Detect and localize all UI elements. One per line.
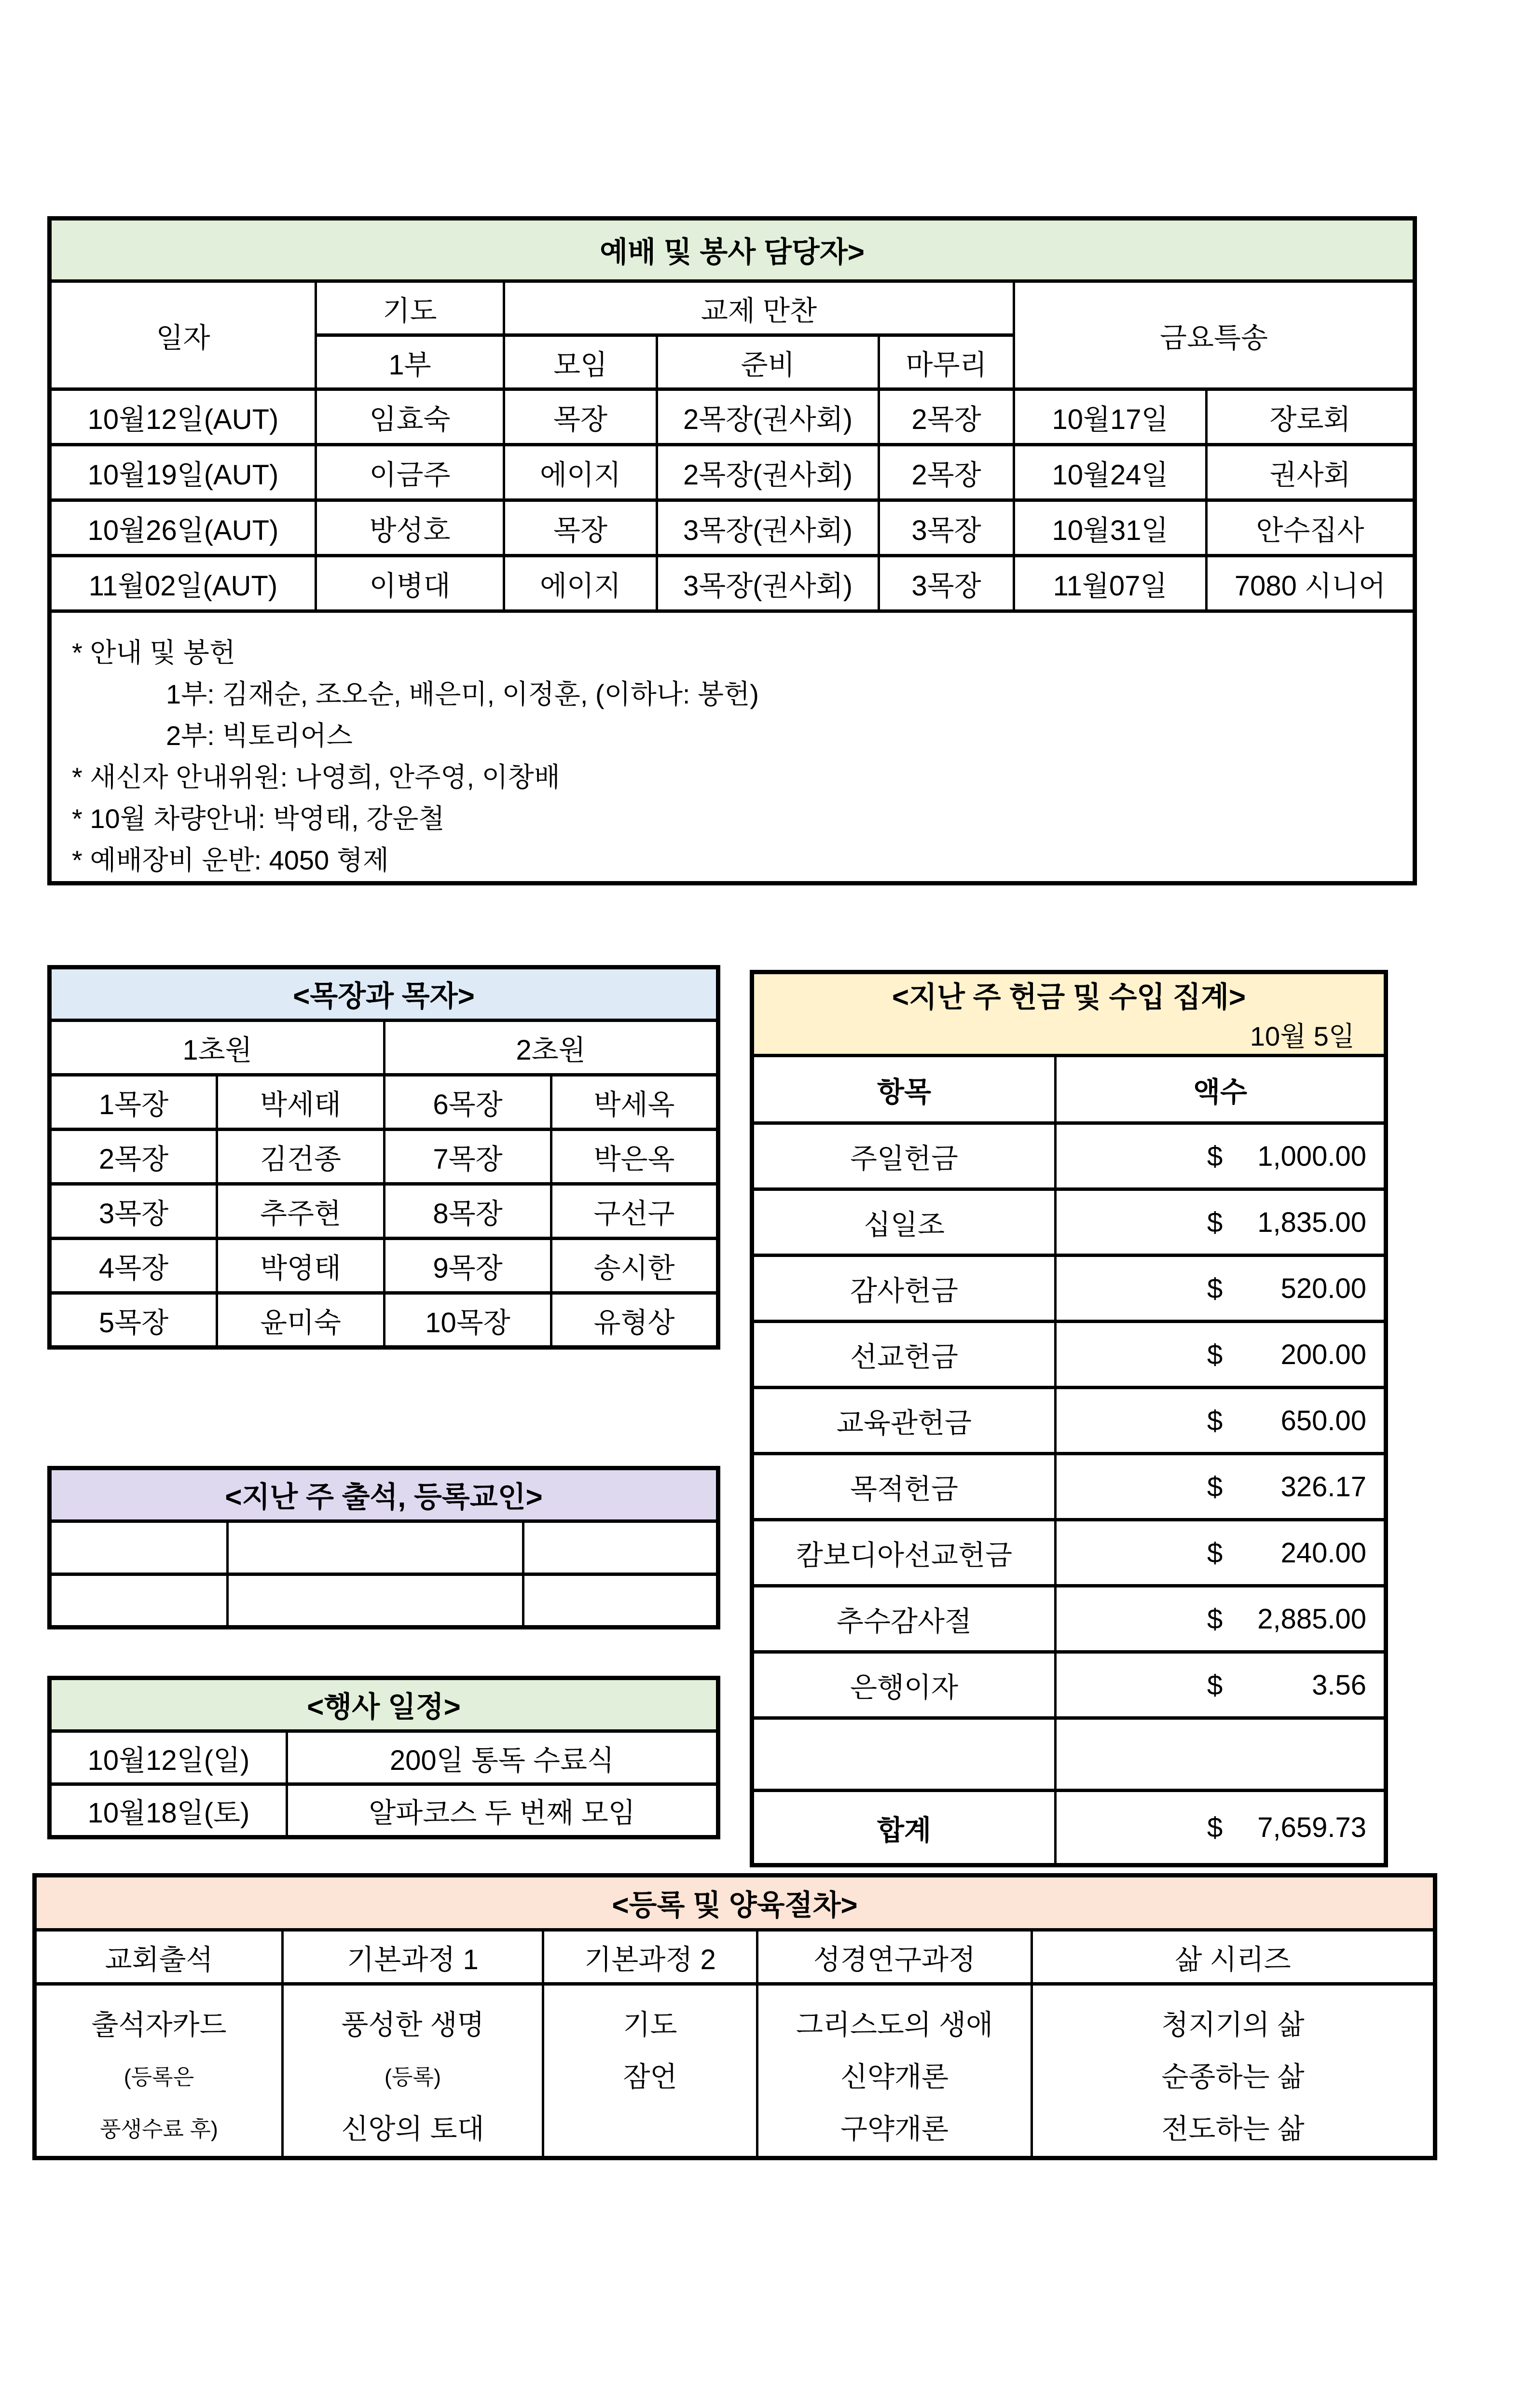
amount-value: 650.00	[1280, 1405, 1366, 1436]
mokja-name: 박영태	[217, 1239, 385, 1293]
mokja-name: 박세태	[217, 1075, 385, 1130]
mokja-name: 구선구	[551, 1184, 718, 1239]
offering-item: 주일헌금	[752, 1123, 1056, 1189]
amount-value: 7,659.73	[1257, 1812, 1366, 1843]
attendance-cell-empty	[228, 1521, 523, 1574]
offering-amount	[1056, 1454, 1386, 1520]
offering-item: 은행이자	[752, 1652, 1056, 1718]
event-row	[50, 1784, 718, 1837]
cell-prayer: 이병대	[316, 556, 504, 611]
currency-symbol: $	[1207, 1812, 1223, 1843]
cell-finish: 2목장	[879, 389, 1014, 445]
cell-prep: 3목장(권사회)	[657, 556, 879, 611]
worship-duty-table	[47, 216, 1417, 885]
currency-symbol: $	[1207, 1603, 1223, 1635]
cell-date: 10월26일(AUT)	[50, 500, 316, 556]
mokjang-number: 1목장	[50, 1075, 217, 1130]
mokjang-number: 6목장	[385, 1075, 551, 1130]
col-header-item: 항목	[752, 1056, 1056, 1123]
reg-col-header: 성경연구과정	[757, 1930, 1032, 1984]
cell-prep: 3목장(권사회)	[657, 500, 879, 556]
amount-value: 240.00	[1280, 1537, 1366, 1569]
attendance-cell-empty	[50, 1574, 228, 1628]
mokjang-number: 8목장	[385, 1184, 551, 1239]
cell-meeting: 에이지	[504, 556, 657, 611]
mokjang-row	[50, 1239, 718, 1293]
reg-step-line: (등록은	[124, 2065, 194, 2089]
mokjang-number: 10목장	[385, 1293, 551, 1348]
attendance-row	[50, 1574, 718, 1628]
mokja-name: 박세옥	[551, 1075, 718, 1130]
reg-step-line: 풍성한 생명	[341, 2009, 484, 2041]
group2-header: 2초원	[385, 1021, 718, 1075]
amount-value: 1,835.00	[1257, 1206, 1366, 1238]
cell-prayer: 방성호	[316, 500, 504, 556]
note-line: * 새신자 안내위원: 나영희, 안주영, 이창배	[72, 762, 560, 792]
amount-value: 520.00	[1280, 1272, 1366, 1304]
mokja-name: 추주현	[217, 1184, 385, 1239]
attendance-cell-empty	[50, 1521, 228, 1574]
offering-table-title: <지난 주 헌금 및 수입 집계>	[892, 980, 1246, 1013]
offering-item: 선교헌금	[752, 1322, 1056, 1388]
cell-date: 10월19일(AUT)	[50, 445, 316, 500]
col-header-prayer: 기도	[316, 281, 504, 335]
reg-step-line: 기도	[623, 2009, 677, 2041]
cell-prep: 2목장(권사회)	[657, 389, 879, 445]
offering-amount	[1056, 1388, 1386, 1454]
currency-symbol: $	[1207, 1338, 1223, 1370]
offering-row	[752, 1388, 1386, 1454]
event-row	[50, 1731, 718, 1784]
offering-empty-row	[752, 1718, 1386, 1791]
offering-item: 목적헌금	[752, 1454, 1056, 1520]
cell-date: 10월12일(AUT)	[50, 389, 316, 445]
cell-friday-name: 7080 시니어	[1207, 556, 1415, 611]
event-date: 10월18일(토)	[50, 1784, 287, 1837]
offering-amount	[1056, 1322, 1386, 1388]
mokja-name: 송시한	[551, 1239, 718, 1293]
reg-step-line: 신약개론	[840, 2061, 949, 2093]
worship-row	[50, 500, 1415, 556]
offering-row	[752, 1454, 1386, 1520]
reg-step-line: 풍생수료 후)	[100, 2117, 218, 2141]
event-date: 10월12일(일)	[50, 1731, 287, 1784]
offering-table	[750, 970, 1388, 1867]
offering-table-title-block	[752, 972, 1386, 1056]
col-header-finish: 마무리	[879, 335, 1014, 389]
cell-meeting: 목장	[504, 389, 657, 445]
offering-item: 감사헌금	[752, 1256, 1056, 1322]
worship-table-title: 예배 및 봉사 담당자>	[50, 219, 1415, 281]
note-line: * 예배장비 운반: 4050 형제	[72, 845, 389, 875]
offering-amount	[1056, 1586, 1386, 1652]
offering-row	[752, 1123, 1386, 1189]
mokjang-row	[50, 1293, 718, 1348]
col-header-prep: 준비	[657, 335, 879, 389]
offering-amount	[1056, 1520, 1386, 1586]
reg-col-header: 기본과정 1	[283, 1930, 543, 1984]
mokjang-number: 9목장	[385, 1239, 551, 1293]
offering-total-row	[752, 1791, 1386, 1865]
mokjang-number: 3목장	[50, 1184, 217, 1239]
note-line: * 안내 및 봉헌	[72, 637, 235, 668]
currency-symbol: $	[1207, 1140, 1223, 1172]
offering-item: 캄보디아선교헌금	[752, 1520, 1056, 1586]
reg-step-basic-course-1	[283, 1984, 543, 2158]
col-header-amount: 액수	[1056, 1056, 1386, 1123]
event-desc: 200일 통독 수료식	[287, 1731, 718, 1784]
offering-amount	[1056, 1123, 1386, 1189]
mokjang-row	[50, 1130, 718, 1184]
registration-table	[32, 1873, 1437, 2160]
col-header-prayer-part: 1부	[316, 335, 504, 389]
cell-meeting: 목장	[504, 500, 657, 556]
events-table-title: <행사 일정>	[50, 1678, 718, 1731]
mokjang-number: 2목장	[50, 1130, 217, 1184]
amount-value: 200.00	[1280, 1338, 1366, 1370]
reg-col-header: 교회출석	[35, 1930, 283, 1984]
col-header-friday-special: 금요특송	[1014, 281, 1415, 389]
offering-date: 10월 5일	[1250, 1021, 1355, 1051]
offering-amount	[1056, 1189, 1386, 1256]
reg-step-line: 그리스도의 생애	[796, 2009, 993, 2041]
reg-step-line: 잠언	[623, 2061, 677, 2093]
reg-step-line: 전도하는 삶	[1161, 2113, 1305, 2145]
cell-friday-name: 안수집사	[1207, 500, 1415, 556]
attendance-table-title: <지난 주 출석, 등록교인>	[50, 1468, 718, 1521]
reg-col-header: 기본과정 2	[543, 1930, 757, 1984]
amount-value: 1,000.00	[1257, 1140, 1366, 1172]
cell-finish: 3목장	[879, 500, 1014, 556]
mokja-name: 윤미숙	[217, 1293, 385, 1348]
cell-friday-date: 10월24일	[1014, 445, 1207, 500]
offering-item: 교육관헌금	[752, 1388, 1056, 1454]
mokjang-number: 7목장	[385, 1130, 551, 1184]
offering-amount	[1056, 1652, 1386, 1718]
worship-row	[50, 445, 1415, 500]
offering-item: 추수감사절	[752, 1586, 1056, 1652]
mokja-name: 김건종	[217, 1130, 385, 1184]
attendance-row	[50, 1521, 718, 1574]
offering-item-empty	[752, 1718, 1056, 1791]
note-line: 1부: 김재순, 조오순, 배은미, 이정훈, (이하나: 봉헌)	[166, 679, 759, 709]
event-desc: 알파코스 두 번째 모임	[287, 1784, 718, 1837]
cell-meeting: 에이지	[504, 445, 657, 500]
cell-prep: 2목장(권사회)	[657, 445, 879, 500]
col-header-fellowship: 교제 만찬	[504, 281, 1014, 335]
mokja-name: 박은옥	[551, 1130, 718, 1184]
currency-symbol: $	[1207, 1206, 1223, 1238]
cell-friday-date: 10월31일	[1014, 500, 1207, 556]
mokjang-table	[47, 965, 720, 1350]
reg-step-line: 순종하는 삶	[1161, 2061, 1305, 2093]
currency-symbol: $	[1207, 1537, 1223, 1569]
reg-step-line: 신앙의 토대	[341, 2113, 484, 2145]
amount-value: 326.17	[1280, 1471, 1366, 1503]
mokjang-row	[50, 1075, 718, 1130]
offering-row	[752, 1652, 1386, 1718]
note-line: * 10월 차량안내: 박영태, 강운철	[72, 803, 445, 834]
currency-symbol: $	[1207, 1669, 1223, 1701]
mokjang-number: 4목장	[50, 1239, 217, 1293]
attendance-table	[47, 1466, 720, 1629]
offering-amount	[1056, 1256, 1386, 1322]
cell-friday-name: 장로회	[1207, 389, 1415, 445]
col-header-meeting: 모임	[504, 335, 657, 389]
offering-row	[752, 1520, 1386, 1586]
reg-step-basic-course-2	[543, 1984, 757, 2158]
mokjang-row	[50, 1184, 718, 1239]
registration-table-title: <등록 및 양육절차>	[35, 1876, 1435, 1930]
attendance-cell-empty	[228, 1574, 523, 1628]
total-amount	[1056, 1791, 1386, 1865]
offering-row	[752, 1256, 1386, 1322]
currency-symbol: $	[1207, 1471, 1223, 1503]
cell-prayer: 이금주	[316, 445, 504, 500]
reg-step-bible-study	[757, 1984, 1032, 2158]
worship-notes	[50, 611, 1415, 883]
cell-date: 11월02일(AUT)	[50, 556, 316, 611]
offering-amount-empty	[1056, 1718, 1386, 1791]
total-label: 합계	[752, 1791, 1056, 1865]
reg-step-line: (등록)	[385, 2065, 441, 2089]
cell-friday-date: 11월07일	[1014, 556, 1207, 611]
currency-symbol: $	[1207, 1405, 1223, 1436]
worship-row	[50, 556, 1415, 611]
offering-item: 십일조	[752, 1189, 1056, 1256]
amount-value: 3.56	[1312, 1669, 1366, 1701]
mokjang-number: 5목장	[50, 1293, 217, 1348]
events-table	[47, 1676, 720, 1839]
cell-prayer: 임효숙	[316, 389, 504, 445]
cell-friday-name: 권사회	[1207, 445, 1415, 500]
attendance-cell-empty	[523, 1521, 718, 1574]
reg-step-line: 청지기의 삶	[1161, 2009, 1305, 2041]
reg-step-line: 구약개론	[840, 2113, 949, 2145]
currency-symbol: $	[1207, 1272, 1223, 1304]
cell-finish: 3목장	[879, 556, 1014, 611]
worship-row	[50, 389, 1415, 445]
mokja-name: 유형상	[551, 1293, 718, 1348]
offering-row	[752, 1586, 1386, 1652]
note-line: 2부: 빅토리어스	[166, 720, 353, 751]
offering-row	[752, 1189, 1386, 1256]
cell-friday-date: 10월17일	[1014, 389, 1207, 445]
cell-finish: 2목장	[879, 445, 1014, 500]
group1-header: 1초원	[50, 1021, 385, 1075]
mokjang-table-title: <목장과 목자>	[50, 967, 718, 1021]
offering-row	[752, 1322, 1386, 1388]
reg-step-line: 출석자카드	[91, 2009, 227, 2041]
reg-col-header: 삶 시리즈	[1032, 1930, 1435, 1984]
amount-value: 2,885.00	[1257, 1603, 1366, 1635]
reg-step-church-attendance	[35, 1984, 283, 2158]
attendance-cell-empty	[523, 1574, 718, 1628]
col-header-date: 일자	[50, 281, 316, 389]
reg-step-life-series	[1032, 1984, 1435, 2158]
